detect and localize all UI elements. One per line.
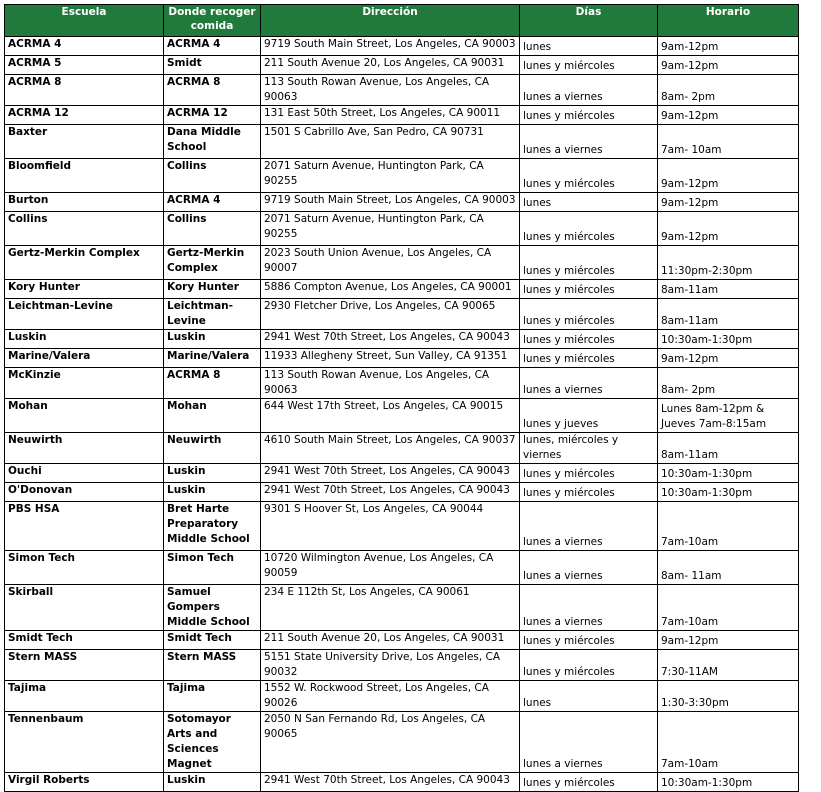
table-row — [5, 106, 799, 125]
address-cell: 4610 South Main Street, Los Angeles, CA 90037 — [261, 433, 520, 464]
pickup-cell: Collins — [164, 212, 261, 246]
address-cell: 1501 S Cabrillo Ave, San Pedro, CA 90731 — [261, 125, 520, 159]
days-cell: lunes a viernes — [520, 75, 658, 106]
table-row — [5, 299, 799, 330]
school-cell: Skirball — [5, 585, 164, 631]
school-cell: Kory Hunter — [5, 280, 164, 299]
address-cell: 2941 West 70th Street, Los Angeles, CA 90043 — [261, 330, 520, 349]
table-row — [5, 349, 799, 368]
table-row — [5, 650, 799, 681]
hours-cell: 9am-12pm — [658, 193, 799, 212]
hours-cell: 9am-12pm — [658, 159, 799, 193]
hours-cell: 8am- 2pm — [658, 368, 799, 399]
pickup-cell: Neuwirth — [164, 433, 261, 464]
days-cell: lunes y miércoles — [520, 464, 658, 483]
school-cell: Gertz-Merkin Complex — [5, 246, 164, 280]
header-row — [5, 5, 799, 37]
header-school: Escuela — [5, 5, 164, 37]
pickup-cell: Mohan — [164, 399, 261, 433]
pickup-cell: ACRMA 4 — [164, 37, 261, 56]
hours-cell: 9am-12pm — [658, 212, 799, 246]
days-cell: lunes a viernes — [520, 551, 658, 585]
days-cell: lunes, miércoles y viernes — [520, 433, 658, 464]
address-cell: 5151 State University Drive, Los Angeles, CA 90032 — [261, 650, 520, 681]
days-cell: lunes y miércoles — [520, 246, 658, 280]
address-cell: 113 South Rowan Avenue, Los Angeles, CA 90063 — [261, 368, 520, 399]
table-row — [5, 464, 799, 483]
hours-cell: 9am-12pm — [658, 349, 799, 368]
days-cell: lunes a viernes — [520, 712, 658, 773]
hours-cell: 10:30am-1:30pm — [658, 773, 799, 792]
days-cell: lunes y miércoles — [520, 159, 658, 193]
pickup-cell: Samuel Gompers Middle School — [164, 585, 261, 631]
school-cell: Baxter — [5, 125, 164, 159]
school-cell: Collins — [5, 212, 164, 246]
school-cell: Neuwirth — [5, 433, 164, 464]
school-cell: Mohan — [5, 399, 164, 433]
address-cell: 131 East 50th Street, Los Angeles, CA 90011 — [261, 106, 520, 125]
address-cell: 9301 S Hoover St, Los Angeles, CA 90044 — [261, 502, 520, 551]
hours-cell: 7am-10am — [658, 585, 799, 631]
pickup-cell: Collins — [164, 159, 261, 193]
days-cell: lunes — [520, 681, 658, 712]
address-cell: 2023 South Union Avenue, Los Angeles, CA 90007 — [261, 246, 520, 280]
table-row — [5, 159, 799, 193]
pickup-cell: Luskin — [164, 330, 261, 349]
school-cell: Virgil Roberts — [5, 773, 164, 792]
header-hours: Horario — [658, 5, 799, 37]
hours-cell: 9am-12pm — [658, 631, 799, 650]
address-cell: 2941 West 70th Street, Los Angeles, CA 90043 — [261, 464, 520, 483]
days-cell: lunes y miércoles — [520, 212, 658, 246]
table-row — [5, 368, 799, 399]
days-cell: lunes a viernes — [520, 368, 658, 399]
address-cell: 113 South Rowan Avenue, Los Angeles, CA 90063 — [261, 75, 520, 106]
hours-cell: 8am-11am — [658, 433, 799, 464]
pickup-cell: ACRMA 4 — [164, 193, 261, 212]
table-row — [5, 483, 799, 502]
pickup-cell: Gertz-Merkin Complex — [164, 246, 261, 280]
days-cell: lunes — [520, 37, 658, 56]
address-cell: 9719 South Main Street, Los Angeles, CA 90003 — [261, 193, 520, 212]
header-days: Días — [520, 5, 658, 37]
days-cell: lunes y miércoles — [520, 650, 658, 681]
table-row — [5, 631, 799, 650]
table-row — [5, 37, 799, 56]
table-row — [5, 585, 799, 631]
hours-cell: Lunes 8am-12pm & Jueves 7am-8:15am — [658, 399, 799, 433]
school-cell: Leichtman-Levine — [5, 299, 164, 330]
school-cell: McKinzie — [5, 368, 164, 399]
table-row — [5, 125, 799, 159]
address-cell: 9719 South Main Street, Los Angeles, CA 90003 — [261, 37, 520, 56]
table-row — [5, 433, 799, 464]
pickup-cell: Luskin — [164, 464, 261, 483]
pickup-cell: ACRMA 8 — [164, 368, 261, 399]
school-cell: Ouchi — [5, 464, 164, 483]
school-cell: Burton — [5, 193, 164, 212]
school-cell: ACRMA 12 — [5, 106, 164, 125]
school-cell: Marine/Valera — [5, 349, 164, 368]
days-cell: lunes y miércoles — [520, 280, 658, 299]
hours-cell: 1:30-3:30pm — [658, 681, 799, 712]
address-cell: 1552 W. Rockwood Street, Los Angeles, CA 90026 — [261, 681, 520, 712]
table-row — [5, 502, 799, 551]
hours-cell: 10:30am-1:30pm — [658, 330, 799, 349]
table-row — [5, 551, 799, 585]
days-cell: lunes a viernes — [520, 585, 658, 631]
address-cell: 644 West 17th Street, Los Angeles, CA 90015 — [261, 399, 520, 433]
hours-cell: 8am- 2pm — [658, 75, 799, 106]
table-row — [5, 246, 799, 280]
days-cell: lunes y miércoles — [520, 330, 658, 349]
address-cell: 234 E 112th St, Los Angeles, CA 90061 — [261, 585, 520, 631]
school-cell: Luskin — [5, 330, 164, 349]
school-cell: ACRMA 4 — [5, 37, 164, 56]
header-address: Dirección — [261, 5, 520, 37]
table-row — [5, 773, 799, 792]
days-cell: lunes y miércoles — [520, 631, 658, 650]
hours-cell: 8am-11am — [658, 299, 799, 330]
pickup-cell: ACRMA 12 — [164, 106, 261, 125]
address-cell: 2941 West 70th Street, Los Angeles, CA 90043 — [261, 773, 520, 792]
hours-cell: 8am-11am — [658, 280, 799, 299]
hours-cell: 10:30am-1:30pm — [658, 464, 799, 483]
pickup-cell: Leichtman-Levine — [164, 299, 261, 330]
days-cell: lunes y miércoles — [520, 349, 658, 368]
days-cell: lunes a viernes — [520, 502, 658, 551]
school-cell: Simon Tech — [5, 551, 164, 585]
address-cell: 2071 Saturn Avenue, Huntington Park, CA 90255 — [261, 159, 520, 193]
school-cell: PBS HSA — [5, 502, 164, 551]
days-cell: lunes y miércoles — [520, 56, 658, 75]
school-cell: Tajima — [5, 681, 164, 712]
address-cell: 2930 Fletcher Drive, Los Angeles, CA 90065 — [261, 299, 520, 330]
table-row — [5, 212, 799, 246]
school-cell: O'Donovan — [5, 483, 164, 502]
header-pickup: Donde recoger comida — [164, 5, 261, 37]
table-row — [5, 681, 799, 712]
table-row — [5, 280, 799, 299]
days-cell: lunes y miércoles — [520, 299, 658, 330]
hours-cell: 9am-12pm — [658, 106, 799, 125]
school-cell: ACRMA 5 — [5, 56, 164, 75]
table-row — [5, 399, 799, 433]
school-cell: Tennenbaum — [5, 712, 164, 773]
table-row — [5, 75, 799, 106]
days-cell: lunes y miércoles — [520, 483, 658, 502]
hours-cell: 10:30am-1:30pm — [658, 483, 799, 502]
table-row — [5, 712, 799, 773]
pickup-cell: Smidt — [164, 56, 261, 75]
pickup-cell: ACRMA 8 — [164, 75, 261, 106]
hours-cell: 7:30-11AM — [658, 650, 799, 681]
pickup-cell: Dana Middle School — [164, 125, 261, 159]
hours-cell: 7am- 10am — [658, 125, 799, 159]
hours-cell: 9am-12pm — [658, 37, 799, 56]
pickup-cell: Smidt Tech — [164, 631, 261, 650]
pickup-cell: Stern MASS — [164, 650, 261, 681]
address-cell: 2071 Saturn Avenue, Huntington Park, CA 90255 — [261, 212, 520, 246]
address-cell: 2050 N San Fernando Rd, Los Angeles, CA 90065 — [261, 712, 520, 773]
table-row — [5, 56, 799, 75]
school-cell: ACRMA 8 — [5, 75, 164, 106]
pickup-cell: Bret Harte Preparatory Middle School — [164, 502, 261, 551]
days-cell: lunes y miércoles — [520, 106, 658, 125]
address-cell: 211 South Avenue 20, Los Angeles, CA 90031 — [261, 631, 520, 650]
hours-cell: 9am-12pm — [658, 56, 799, 75]
pickup-cell: Sotomayor Arts and Sciences Magnet — [164, 712, 261, 773]
pickup-cell: Luskin — [164, 483, 261, 502]
pickup-cell: Simon Tech — [164, 551, 261, 585]
table-row — [5, 193, 799, 212]
school-cell: Stern MASS — [5, 650, 164, 681]
address-cell: 11933 Allegheny Street, Sun Valley, CA 91351 — [261, 349, 520, 368]
days-cell: lunes y jueves — [520, 399, 658, 433]
pickup-cell: Kory Hunter — [164, 280, 261, 299]
address-cell: 2941 West 70th Street, Los Angeles, CA 90043 — [261, 483, 520, 502]
school-cell: Bloomfield — [5, 159, 164, 193]
meal-pickup-table — [4, 4, 799, 792]
address-cell: 5886 Compton Avenue, Los Angeles, CA 90001 — [261, 280, 520, 299]
hours-cell: 11:30pm-2:30pm — [658, 246, 799, 280]
hours-cell: 7am-10am — [658, 712, 799, 773]
address-cell: 10720 Wilmington Avenue, Los Angeles, CA 90059 — [261, 551, 520, 585]
pickup-cell: Marine/Valera — [164, 349, 261, 368]
hours-cell: 7am-10am — [658, 502, 799, 551]
pickup-cell: Luskin — [164, 773, 261, 792]
pickup-cell: Tajima — [164, 681, 261, 712]
school-cell: Smidt Tech — [5, 631, 164, 650]
days-cell: lunes y miércoles — [520, 773, 658, 792]
days-cell: lunes — [520, 193, 658, 212]
address-cell: 211 South Avenue 20, Los Angeles, CA 90031 — [261, 56, 520, 75]
days-cell: lunes a viernes — [520, 125, 658, 159]
hours-cell: 8am- 11am — [658, 551, 799, 585]
table-row — [5, 330, 799, 349]
